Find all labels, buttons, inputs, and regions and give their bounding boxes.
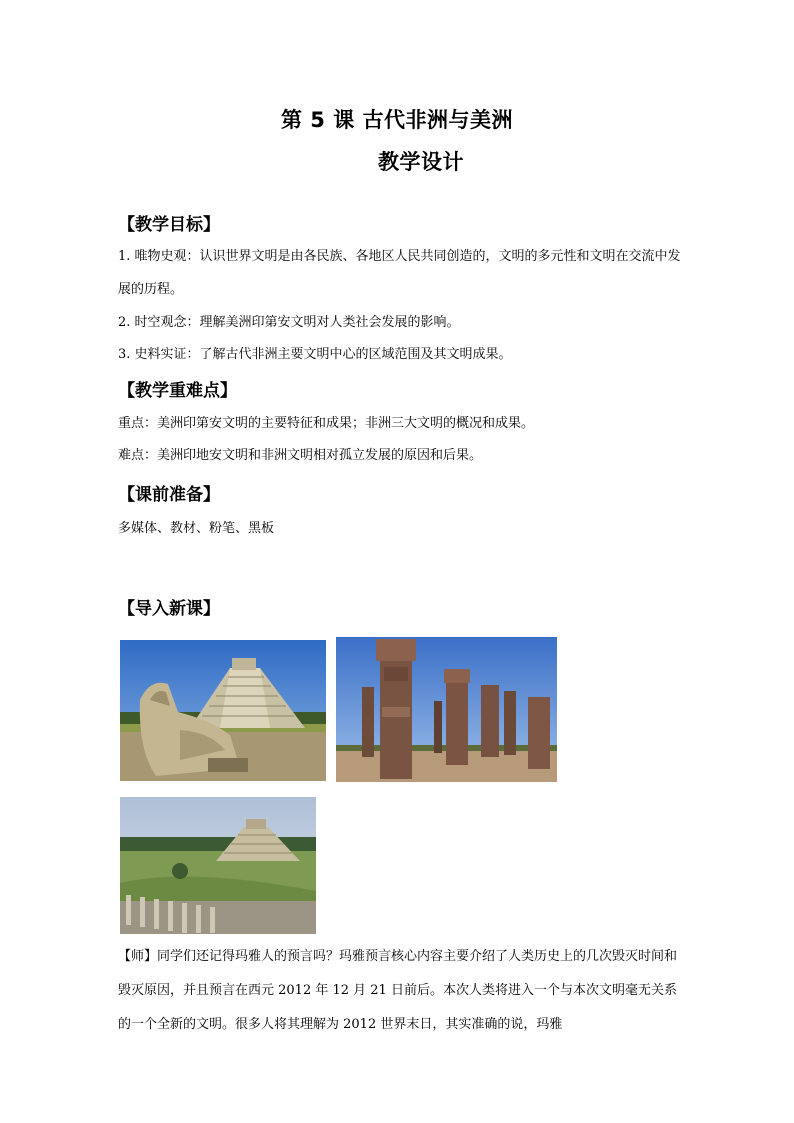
chichen-itza-chacmool-image (120, 640, 326, 781)
key-point-item-2: 难点：美洲印地安文明和非洲文明相对孤立发展的原因和后果。 (118, 448, 483, 463)
prep-heading: 【课前准备】 (118, 485, 220, 505)
prep-text: 多媒体、教材、粉笔、黑板 (118, 521, 275, 536)
teacher-intro-text: 【师】同学们还记得玛雅人的预言吗？玛雅预言核心内容主要介绍了人类历史上的几次毁灭时间和毁灭原因，并且预言在西元 2012 年 12 月 21 日前后。本次人类将进入一个与本次文明毫无关系的一个全新的文明。很多人将其理解为 2012 世界末日，其实准确的说，玛雅 (118, 949, 678, 1032)
key-point-item-1: 重点：美洲印第安文明的主要特征和成果；非洲三大文明的概况和成果。 (118, 416, 535, 431)
tula-atlantes-image (336, 637, 557, 782)
goal-item-1: 1. 唯物史观：认识世界文明是由各民族、各地区人民共同创造的，文明的多元性和文明在交流中发展的历程。 (118, 249, 681, 297)
lesson-subtitle: 教学设计 (378, 150, 464, 174)
intro-heading: 【导入新课】 (118, 599, 220, 619)
el-castillo-aerial-image (120, 797, 316, 934)
goal-item-2: 2. 时空观念：理解美洲印第安文明对人类社会发展的影响。 (118, 315, 460, 330)
goal-item-3: 3. 史料实证：了解古代非洲主要文明中心的区域范围及其文明成果。 (118, 347, 512, 362)
goals-heading: 【教学目标】 (118, 215, 220, 235)
key-points-heading: 【教学重难点】 (118, 381, 237, 401)
lesson-title: 第 5 课 古代非洲与美洲 (280, 108, 514, 132)
